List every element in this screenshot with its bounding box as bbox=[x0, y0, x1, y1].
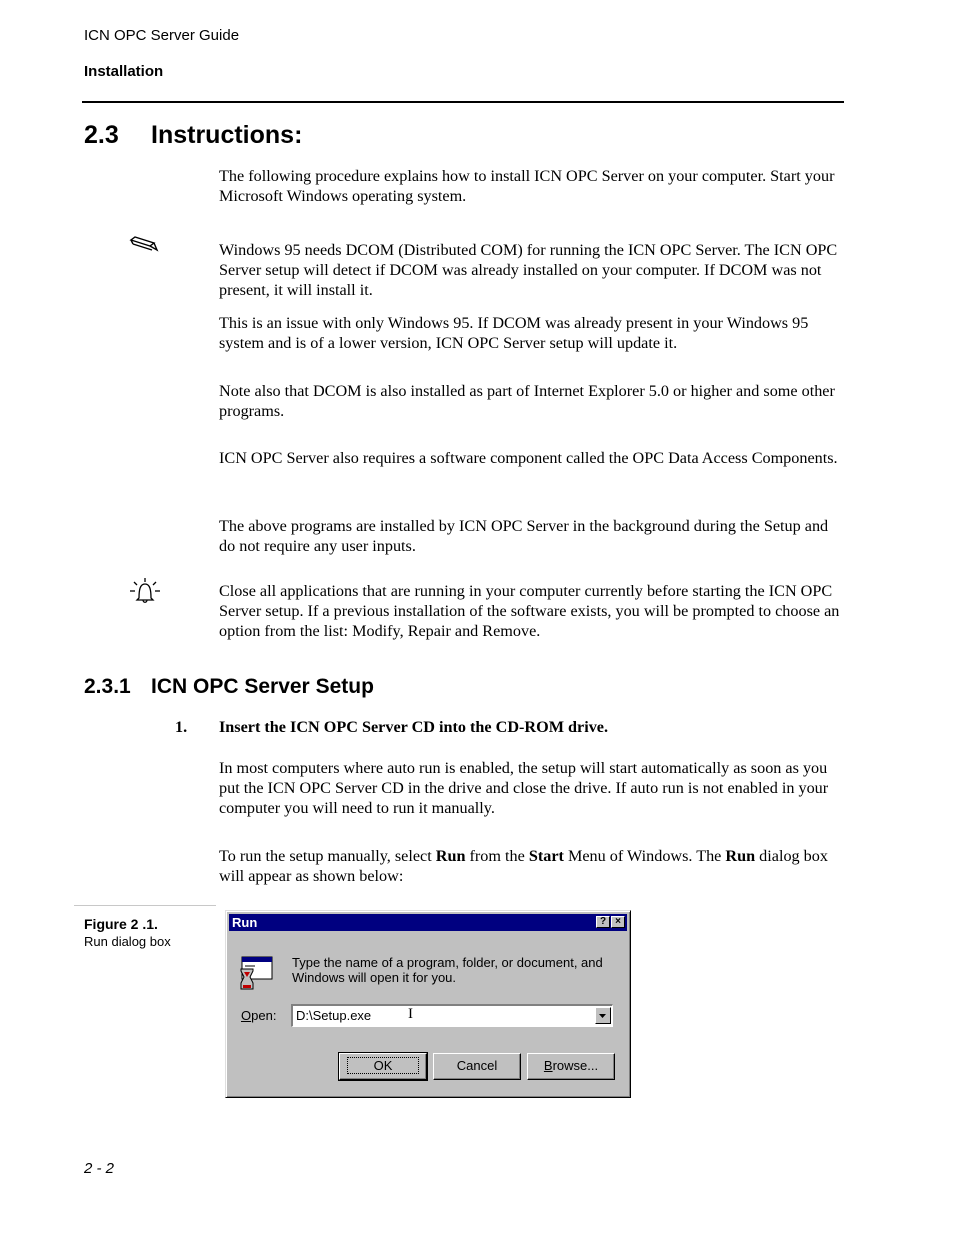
ok-button[interactable] bbox=[339, 1053, 427, 1080]
figure-caption: Run dialog box bbox=[84, 934, 171, 949]
figure-title: Figure 2 .1. bbox=[84, 916, 158, 932]
autorun-paragraph: In most computers where auto run is enabled, the setup will start automatically as soon as you put the ICN OPC Server CD in the drive and close the drive. If auto run is not enabled in your computer you will need to run it manually. bbox=[219, 759, 829, 817]
subsection-number: 2.3.1 bbox=[84, 675, 131, 698]
help-button[interactable]: ? bbox=[596, 916, 610, 928]
browse-accel: B bbox=[543, 1058, 553, 1073]
note-paragraph: Windows 95 needs DCOM (Distributed COM) for running the ICN OPC Server. The ICN OPC Server setup will detect if DCOM was already installed on your computer. If DCOM was not present, it will install it. bbox=[219, 241, 838, 299]
step-number: 1. bbox=[175, 718, 188, 736]
subsection-heading bbox=[84, 675, 374, 699]
pencil-note-icon bbox=[128, 231, 162, 261]
figure-divider bbox=[74, 905, 216, 906]
run-program-icon bbox=[238, 955, 274, 991]
dialog-title: Run bbox=[232, 915, 258, 930]
guide-title: ICN OPC Server Guide bbox=[84, 27, 240, 44]
section-title: Instructions: bbox=[151, 121, 303, 149]
warning-paragraph: Close all applications that are running in your computer currently before starting the ICN OPC Server setup. If a previous installation of the software exists, you will be prompted to choose an option from the list: Modify, Repair and Remove. bbox=[219, 582, 840, 640]
step-text: Insert the ICN OPC Server CD into the CD-ROM drive. bbox=[219, 718, 609, 736]
text-cursor-icon: I bbox=[408, 1006, 413, 1022]
bold-start-term: Start bbox=[528, 847, 564, 865]
header-divider bbox=[82, 101, 844, 103]
step-item bbox=[175, 718, 608, 737]
text-run: from the bbox=[465, 847, 529, 865]
dropdown-arrow-button[interactable] bbox=[595, 1007, 611, 1024]
text-run: Menu of Windows. The bbox=[563, 847, 726, 865]
dialog-message: Type the name of a program, folder, or document, and Windows will open it for you. bbox=[292, 955, 603, 985]
manual-run-paragraph bbox=[219, 846, 847, 886]
section-number: 2.3 bbox=[84, 121, 119, 149]
text-run: dialog box will appear as shown below: bbox=[219, 847, 828, 885]
page-number: 2 - 2 bbox=[84, 1160, 115, 1177]
note-paragraph: The above programs are installed by ICN OPC Server in the background during the Setup and do not require any user inputs. bbox=[219, 517, 829, 555]
browse-rest: rowse... bbox=[552, 1058, 599, 1073]
chevron-down-icon bbox=[596, 1008, 610, 1023]
open-label bbox=[241, 1008, 276, 1023]
section-heading bbox=[84, 121, 302, 150]
cancel-button[interactable]: Cancel bbox=[433, 1053, 521, 1080]
dialog-titlebar[interactable] bbox=[229, 914, 627, 931]
note-paragraph: ICN OPC Server also requires a software component called the OPC Data Access Components. bbox=[219, 449, 838, 467]
subsection-title: ICN OPC Server Setup bbox=[151, 675, 374, 698]
alarm-bell-icon bbox=[128, 576, 162, 606]
bold-run-term: Run bbox=[435, 847, 466, 865]
section-label: Installation bbox=[84, 63, 164, 80]
close-button[interactable]: × bbox=[611, 916, 625, 928]
note-paragraph: Note also that DCOM is also installed as part of Internet Explorer 5.0 or higher and some other programs. bbox=[219, 382, 835, 420]
text-run: To run the setup manually, select bbox=[219, 847, 436, 865]
intro-paragraph: The following procedure explains how to install ICN OPC Server on your computer. Start your Microsoft Windows operating system. bbox=[219, 167, 835, 205]
open-input-value[interactable]: D:\Setup.exe bbox=[296, 1008, 372, 1023]
run-dialog bbox=[225, 910, 631, 1098]
note-paragraph: This is an issue with only Windows 95. If DCOM was already present in your Windows 95 system and is of a lower version, ICN OPC Server setup will update it. bbox=[219, 314, 809, 352]
open-combobox[interactable] bbox=[291, 1004, 613, 1027]
open-label-rest: pen: bbox=[251, 1008, 277, 1023]
open-label-accel: O bbox=[241, 1008, 252, 1023]
bold-run-term: Run bbox=[725, 847, 756, 865]
browse-button[interactable] bbox=[527, 1053, 615, 1080]
ok-label: OK bbox=[347, 1057, 420, 1074]
